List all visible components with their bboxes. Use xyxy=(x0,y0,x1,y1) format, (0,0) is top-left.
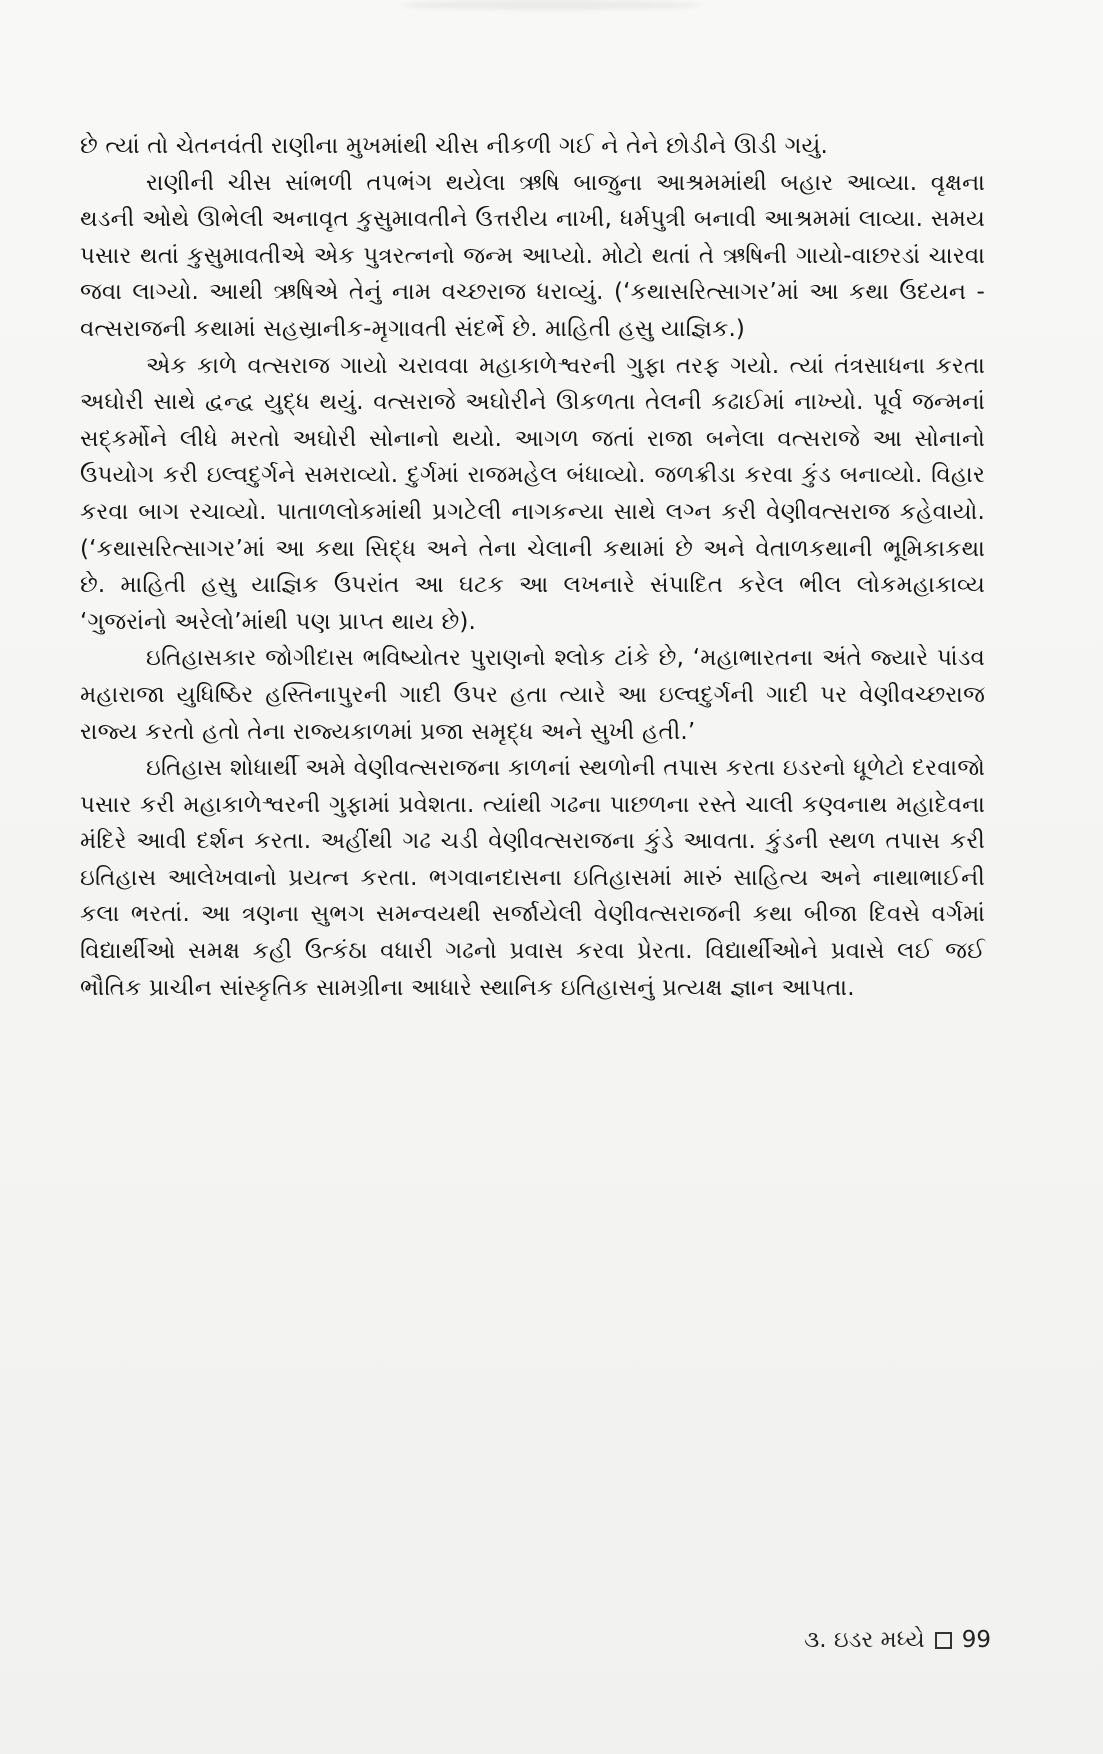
paragraph-1: છે ત્યાં તો ચેતનવંતી રાણીના મુખમાંથી ચીસ નીકળી ગઈ ને તેને છોડીને ઊડી ગયું. xyxy=(80,133,828,159)
page-content xyxy=(80,128,985,1006)
paragraph-5: ઇતિહાસ શોધાર્થી અમે વેણીવત્સરાજના કાળનાં સ્થળોની તપાસ કરતા ઇડરનો ધૂળેટો દરવાજો પસાર કરી મહાકાળેશ્વરની ગુફામાં પ્રવેશતા. ત્યાંથી ગઢના પાછળના રસ્તે ચાલી કણ્વનાથ મહાદેવના મંદિરે આવી દર્શન કરતા. અહીંથી ગઢ ચડી વેણીવત્સરાજના કુંડે આવતા. કુંડની સ્થળ તપાસ કરી ઇતિહાસ આલેખવાનો પ્રયત્ન કરતા. ભગવાનદાસના ઇતિહાસમાં મારું સાહિત્ય અને નાથાભાઈની કલા ભરતાં. આ ત્રણના સુભગ સમન્વયથી સર્જાયેલી વેણીવત્સરાજની કથા બીજા દિવસે વર્ગમાં વિદ્યાર્થીઓ સમક્ષ કહી ઉત્કંઠા વધારી ગઢનો પ્રવાસ કરવા પ્રેરતા. વિદ્યાર્થીઓને પ્રવાસે લઈ જઈ ભૌતિક પ્રાચીન સાંસ્કૃતિક સામગ્રીના આધારે સ્થાનિક ઇતિહાસનું પ્રત્યક્ષ જ્ઞાન આપતા. xyxy=(80,755,985,1001)
paragraph-4: ઇતિહાસકાર જોગીદાસ ભવિષ્યોતર પુરાણનો શ્લોક ટાંકે છે, ‘મહાભારતના અંતે જ્યારે પાંડવ મહારાજા યુધિષ્ઠિર હસ્તિનાપુરની ગાદી ઉપર હતા ત્યારે આ ઇલ્વદુર્ગની ગાદી પર વેણીવચ્છરાજ રાજ્ય કરતો હતો તેના રાજ્યકાળમાં પ્રજા સમૃદ્ધ અને સુખી હતી.’ xyxy=(80,645,985,745)
page-number: 99 xyxy=(961,1627,991,1653)
paragraph-3: એક કાળે વત્સરાજ ગાયો ચરાવવા મહાકાળેશ્વરની ગુફા તરફ ગયો. ત્યાં તંત્રસાધના કરતા અઘોરી સાથે દ્વન્દ્વ યુદ્ધ થયું. વત્સરાજે અઘોરીને ઊકળતા તેલની કઢાઈમાં નાખ્યો. પૂર્વ જન્મનાં સદ્કર્મોને લીધે મરતો અઘોરી સોનાનો થયો. આગળ જતાં રાજા બનેલા વત્સરાજે આ સોનાનો ઉપયોગ કરી ઇલ્વદુર્ગને સમરાવ્યો. દુર્ગમાં રાજમહેલ બંધાવ્યો. જળક્રીડા કરવા કુંડ બનાવ્યો. વિહાર કરવા બાગ રચાવ્યો. પાતાળલોકમાંથી પ્રગટેલી નાગકન્યા સાથે લગ્ન કરી વેણીવત્સરાજ કહેવાયો. (‘કથાસરિત્સાગર’માં આ કથા સિદ્ધ અને તેના ચેલાની કથામાં છે અને વેતાળકથાની ભૂમિકાકથા છે. માહિતી હસુ યાજ્ઞિક ઉપરાંત આ ઘટક આ લખનારે સંપાદિત કરેલ ભીલ લોકમહાકાવ્ય ‘ગુજરાંનો અરેલો’માંથી પણ પ્રાપ્ત થાય છે). xyxy=(80,352,985,635)
square-icon xyxy=(935,1632,952,1649)
page-footer xyxy=(804,1625,991,1655)
paragraph-2: રાણીની ચીસ સાંભળી તપભંગ થયેલા ઋષિ બાજુના આશ્રમમાંથી બહાર આવ્યા. વૃક્ષના થડની ઓથે ઊભેલી અનાવૃત કુસુમાવતીને ઉત્તરીય નાખી, ધર્મપુત્રી બનાવી આશ્રમમાં લાવ્યા. સમય પસાર થતાં કુસુમાવતીએ એક પુત્રરત્નનો જન્મ આપ્યો. મોટો થતાં તે ઋષિની ગાયો-વાછરડાં ચારવા જવા લાગ્યો. આથી ઋષિએ તેનું નામ વચ્છરાજ ધરાવ્યું. (‘કથાસરિત્સાગર’માં આ કથા ઉદયન - વત્સરાજની કથામાં સહસ્રાનીક-મૃગાવતી સંદર્ભે છે. માહિતી હસુ યાજ્ઞિક.) xyxy=(80,169,985,342)
page-smudge xyxy=(400,0,700,10)
chapter-title: ૩. ઇડર મધ્યે xyxy=(803,1627,925,1653)
